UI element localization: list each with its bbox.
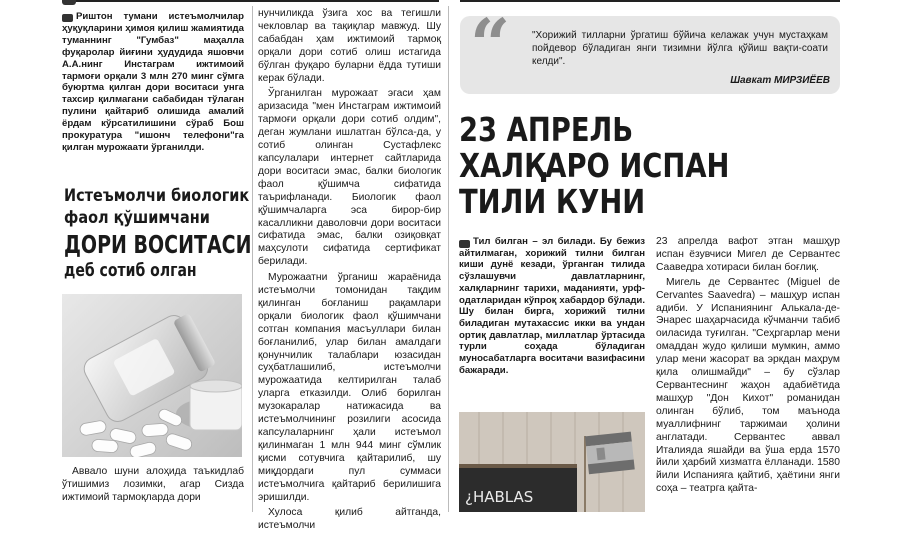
pills-illustration [62, 294, 242, 457]
quote-text: "Хорижий тилларни ўргатиш бўйича келажак учун мустаҳкам пойдевор бўладиган янги тизимни йўлга қўйиш вақти-соати келди". [532, 30, 828, 67]
middle-column [258, 8, 441, 533]
middle-paragraph-2: Ўрганилган мурожаат эгаси ҳам аризасида "мен Инстаграм ижтимоий тармоғи орқали дори сотиб олдим", деган жумлани ишлатган бўлса-да, у сотиб олинган Суcтафлекс капсулалари интернет сайтларида дори воситаси эмас, балки биологик фаол қўшимча сифатида таърифланади. Биологик фаол қўшимчаларга эса бирор-бир касалликни даволовчи дори воситаси сифатида эмас, балки озиқовқат маҳсулоти сифатида сертификат берилади. [258, 88, 441, 268]
middle-paragraph-3: Мурожаатни ўрганиш жараёнида истеъмолчи томонидан тақдим қилинган боғланиш рақамлари орқали биологик фаол қўшимчани сотган компания масъуллари билан боғланилиб, улар билан амалдаги қонунчилик талаблари юзасидан суҳбатлашилиб, истеъмолчи мурожаатида келтирилган талаб уларга етказилди. Олиб борилган музокаралар натижасида ва истеъмолчининг розилиги асосида капсулаларнинг ҳали истеъмол қилинмаган 1 млн 944 минг сўмлик қисми сотувчига қайтарилиб, шу миқдордаги пул суммаси истеъмолчига қайтариб берилишига эришилди. [258, 272, 441, 503]
quote-box [460, 3, 840, 94]
headline-right-line2: ХАЛҚАРО ИСПАН [459, 146, 730, 185]
headline-right-line1: 23 АПРЕЛЬ [459, 110, 634, 149]
headline-right [459, 112, 849, 220]
column-divider-left [252, 6, 253, 512]
right-paragraph-2: Мигель де Сервантес (Miguel de Cervantes Saavedra) – машҳур испан адиби. У Испаниянинг Алькала-де-Энарес шаҳарчасида кўчманчи табиб оиласида туғилган. "Сеҳргарлар мени омаддан жудо қилиши мумкин, аммо улар мени жасорат ва эркдан маҳрум қила олишмайди" – бу сўзлар Сервантеснинг жаҳон адабиётида машҳур "Дон Кихот" романидан олинган бўлиб, том маънода муаллифнинг таржимаи ҳолини англатади. Сервантес аввал Италияда яшайди ва ўша ерда 1570 йили ҳарбий хизматга ёлланади. 1580 йили Испанияга қайтиб, ҳаётини янги соҳа – театрга қайта- [656, 276, 840, 495]
lead-marker-right-icon [459, 240, 470, 248]
headline-right-line3: ТИЛИ КУНИ [459, 182, 646, 221]
headline-left-line2: фаол қўшимчани [64, 208, 210, 228]
top-rule-left [62, 0, 439, 2]
right-paragraph-1: 23 апрелда вафот этган машҳур испан ёзувчиси Мигел де Сервантес Сааведра хотираси билан боғлиқ. [656, 236, 840, 273]
chalkboard-illustration [459, 412, 645, 512]
photo-caption-text: ¿HABLAS [465, 488, 534, 506]
section-marker-icon [62, 0, 76, 5]
right-lead-column [459, 236, 645, 376]
pills-bottle-photo [62, 294, 242, 457]
quote-author: Шавкат МИРЗИЁЕВ [730, 75, 830, 86]
lead-paragraph-right: Тил билган – эл билади. Бу бежиз айтилмаган, хорижий тилни билган киши дунё кезади, ўрганган тилида сўзлашувчи давлатларнинг, халқларнинг тарихи, маданияти, урф-одатларидан кўпроқ хабардор бўлади. Шу билан бирга, хорижий тилни биладиган мутахассис икки ва ундан ортиқ давлатлар, миллатлар ўртасида турли соҳада бўладиган муносабатларга воситачи вазифасини бажаради. [459, 236, 645, 376]
left-bottom-paragraph: Аввало шуни алоҳида таъкидлаб ўтишимиз лозимки, агар Сизда ижтимоий тармоқларда дори [62, 466, 244, 503]
spanish-chalkboard-photo [459, 412, 645, 512]
headline-left-line4: деб сотиб олган [64, 260, 197, 281]
headline-left [64, 186, 252, 282]
lead-paragraph-left: Риштон тумани истеъмолчилар ҳуқуқларини ҳимоя қилиш жамиятида туманнинг "Гумбаз" маҳалла фуқаролар йиғини ҳудудида яшовчи А.А.нинг Инстаграм ижтимоий тармоғи орқали 3 млн 270 минг сўмга буюртма қилган дори воситаси унга тахсир қилмагани сабабидан тўлаган пулини қайтариб олишида амалий ёрдам кўрсатилишини сўраб Бош прокуратура "ишонч телефони"га қилган мурожаати ўрганилди. [62, 11, 244, 153]
middle-paragraph-1: нунчиликда ўзига хос ва тегишли чекловлар ва тақиқлар мавжуд. Шу сабабдан ҳам ижтимоий тармоқ орқали дори сотиб олиш истагида бўлган фуқаро буларни ёдда тутиши керак бўлади. [258, 8, 441, 84]
middle-paragraph-4: Хулоса қилиб айтганда, истеъмолчи [258, 507, 441, 532]
top-rule-right [460, 0, 840, 2]
headline-left-line1: Истеъмолчи биологик [64, 186, 250, 206]
quote-mark-icon: “ [470, 3, 511, 86]
headline-left-line3: ДОРИ ВОСИТАСИ [64, 230, 252, 259]
right-column [656, 236, 840, 496]
column-divider-center [448, 6, 449, 512]
